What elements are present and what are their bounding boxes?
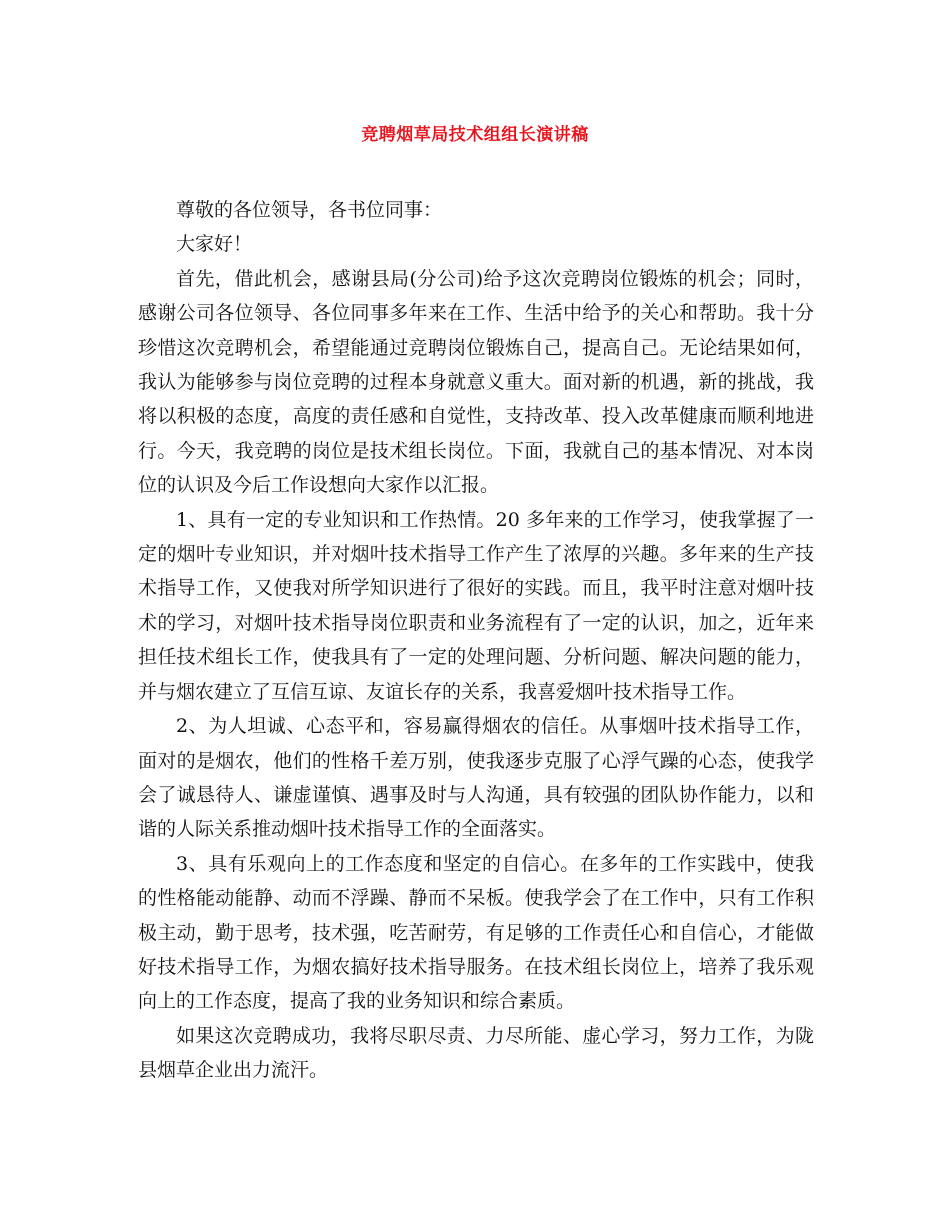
greeting-paragraph: 大家好！ bbox=[176, 233, 253, 256]
closing-paragraph: 如果这次竞聘成功，我将尽职尽责、力尽所能、虚心学习，努力工作，为陇县烟草企业出力流汗。 bbox=[138, 1024, 814, 1082]
document-body bbox=[138, 193, 814, 1088]
point-1-paragraph: 1、具有一定的专业知识和工作热情。20 多年来的工作学习，使我掌握了一定的烟叶专业知识，并对烟叶技术指导工作产生了浓厚的兴趣。多年来的生产技术指导工作，又使我对所学知识进行了很好的实践。而且，我平时注意对烟叶技术的学习，对烟叶技术指导岗位职责和业务流程有了一定的认识，加之，近年来担任技术组长工作，使我具有了一定的处理问题、分析问题、解决问题的能力，并与烟农建立了互信互谅、友谊长存的关系，我喜爱烟叶技术指导工作。 bbox=[138, 508, 814, 703]
salutation-paragraph: 尊敬的各位领导，各书位同事： bbox=[176, 199, 443, 221]
intro-paragraph: 首先，借此机会，感谢县局(分公司)给予这次竞聘岗位锻炼的机会；同时，感谢公司各位领导、各位同事多年来在工作、生活中给予的关心和帮助。我十分珍惜这次竞聘机会，希望能通过竞聘岗位锻炼自己，提高自己。无论结果如何，我认为能够参与岗位竞聘的过程本身就意义重大。面对新的机遇，新的挑战，我将以积极的态度，高度的责任感和自觉性，支持改革、投入改革健康而顺利地进行。今天，我竞聘的岗位是技术组长岗位。下面，我就自己的基本情况、对本岗位的认识及今后工作设想向大家作以汇报。 bbox=[138, 267, 814, 497]
point-3-paragraph: 3、具有乐观向上的工作态度和坚定的自信心。在多年的工作实践中，使我的性格能动能静、动而不浮躁、静而不呆板。使我学会了在工作中，只有工作积极主动，勤于思考，技术强，吃苦耐劳，有足够的工作责任心和自信心，才能做好技术指导工作，为烟农搞好技术指导服务。在技术组长岗位上，培养了我乐观向上的工作态度，提高了我的业务知识和综合素质。 bbox=[138, 852, 814, 1013]
document-title: 竞聘烟草局技术组组长演讲稿 bbox=[361, 125, 589, 145]
point-2-paragraph: 2、为人坦诚、心态平和，容易赢得烟农的信任。从事烟叶技术指导工作，面对的是烟农，他们的性格千差万别，使我逐步克服了心浮气躁的心态，使我学会了诚恳待人、谦虚谨慎、遇事及时与人沟通，具有较强的团队协作能力，以和谐的人际关系推动烟叶技术指导工作的全面落实。 bbox=[138, 715, 814, 841]
